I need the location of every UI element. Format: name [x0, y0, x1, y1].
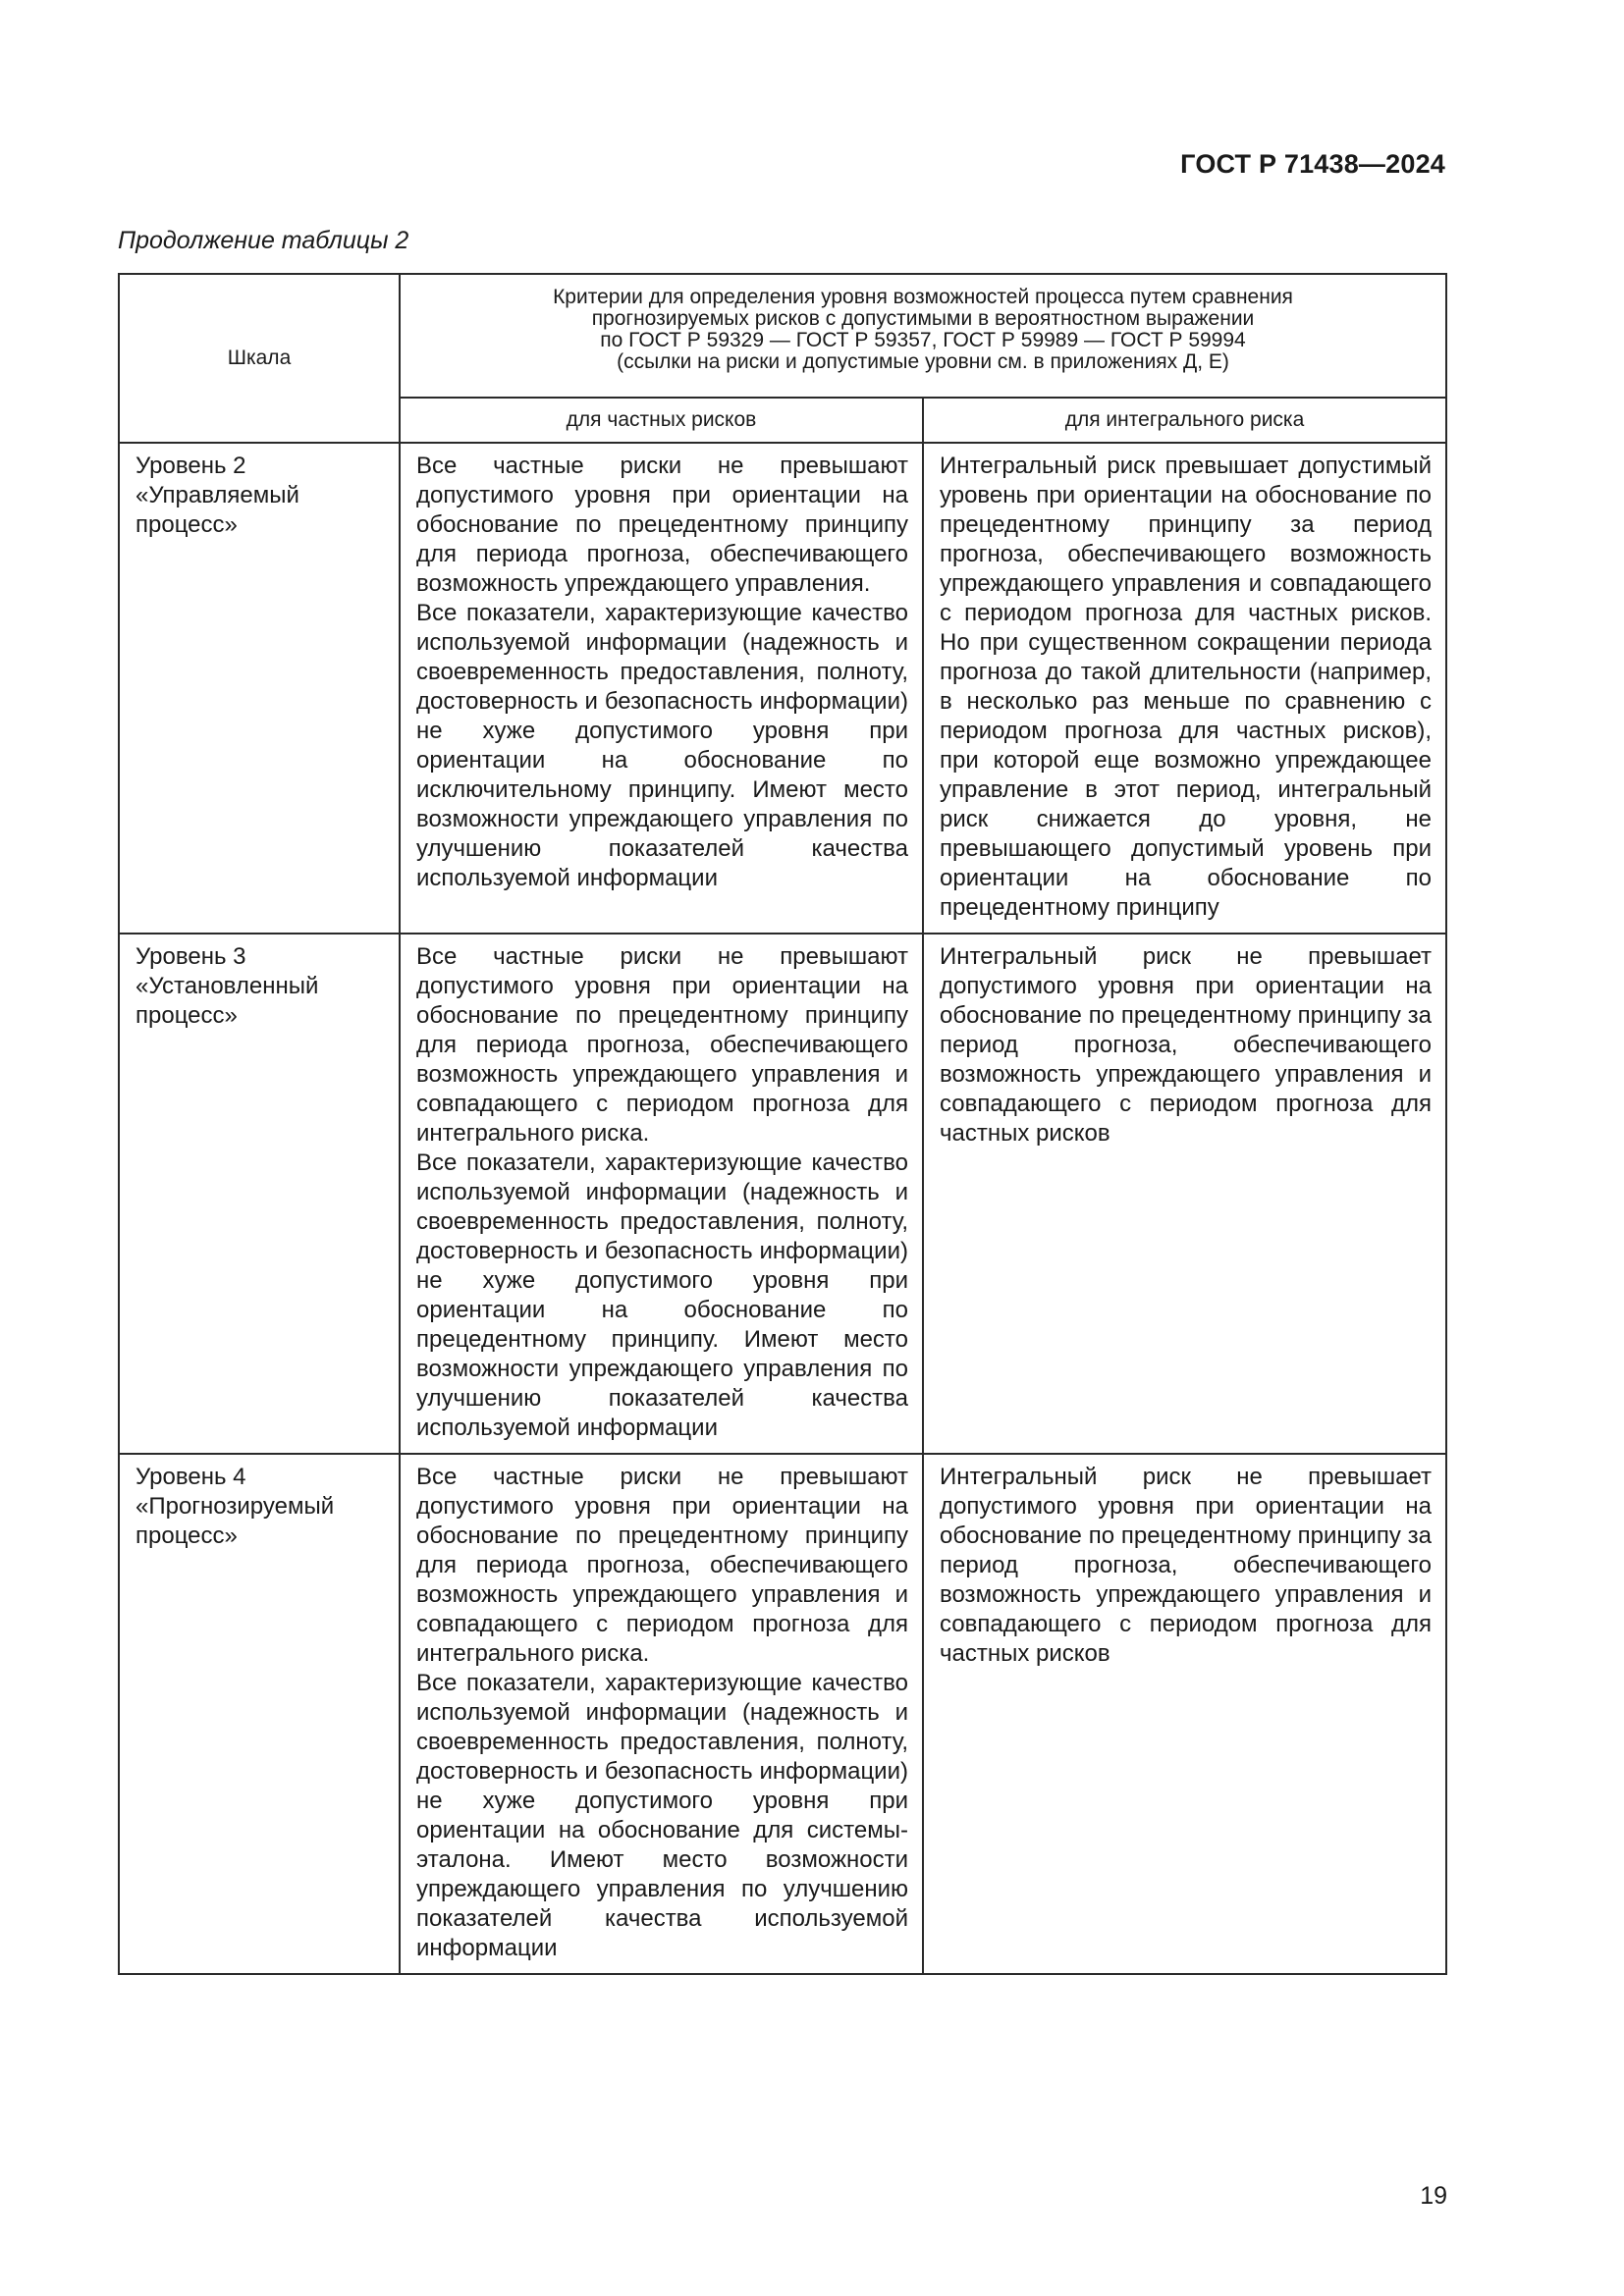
partial-risks-cell: [400, 1454, 923, 1974]
criteria-table: [118, 273, 1447, 1975]
integral-risk-header: для интегрального риска: [923, 398, 1446, 443]
partial-risks-paragraph: Все показатели, характеризующие качество используемой информации (надежность и своевременность предоставления, полноту, достоверность и безопасность информации) не хуже допустимого уровня при ориентации на обоснование по прецедентному принципу. Имеют место возможности упреждающего управления по улучшению показателей качества используемой информации: [416, 1149, 908, 1441]
partial-risks-paragraph: Все частные риски не превышают допустимого уровня при ориентации на обоснование по прецедентному принципу для периода прогноза, обеспечивающего возможность упреждающего управления и совпадающего с периодом прогноза для интегрального риска.: [416, 1464, 908, 1667]
table-row: [119, 1454, 1446, 1974]
level-name: Уровень 2: [135, 453, 246, 479]
table-header-row: [119, 274, 1446, 398]
criteria-header-line: по ГОСТ Р 59329 — ГОСТ Р 59357, ГОСТ Р 59989 — ГОСТ Р 59994: [600, 329, 1246, 351]
integral-risk-cell: [923, 1454, 1446, 1974]
table-row: [119, 443, 1446, 934]
level-title: «Прогнозируемый: [135, 1493, 335, 1520]
scale-header: Шкала: [119, 274, 400, 443]
integral-risk-paragraph: Интегральный риск превышает допустимый уровень при ориентации на обоснование по прецедентному принципу за период прогноза, обеспечивающего возможность упреждающего управления и совпадающего с периодом прогноза для частных рисков. Но при существенном сокращении периода прогноза до такой длительности (например, в несколько раз меньше по сравнению с периодом прогноза для частных рисков), при которой еще возможно упреждающее управление в этот период, интегральный риск снижается до уровня, не превышающего допустимый уровень при ориентации на обоснование по прецедентному принципу: [940, 453, 1432, 921]
partial-risks-paragraph: Все показатели, характеризующие качество используемой информации (надежность и своевременность предоставления, полноту, достоверность и безопасность информации) не хуже допустимого уровня при ориентации на обоснование для системы-эталона. Имеют место возможности упреждающего управления по улучшению показателей качества используемой информации: [416, 1670, 908, 1961]
criteria-header: [400, 274, 1446, 398]
partial-risks-paragraph: Все частные риски не превышают допустимого уровня при ориентации на обоснование по прецедентному принципу для периода прогноза, обеспечивающего возможность упреждающего управления и совпадающего с периодом прогноза для интегрального риска.: [416, 943, 908, 1147]
partial-risks-cell: [400, 934, 923, 1454]
document-number: ГОСТ Р 71438—2024: [1180, 149, 1445, 179]
table-row: [119, 934, 1446, 1454]
partial-risks-paragraph: Все показатели, характеризующие качество используемой информации (надежность и своевременность предоставления, полноту, достоверность и безопасность информации) не хуже допустимого уровня при ориентации на обоснование по исключительному принципу. Имеют место возможности упреждающего управления по улучшению показателей качества используемой информации: [416, 600, 908, 891]
partial-risks-header: для частных рисков: [400, 398, 923, 443]
integral-risk-cell: [923, 934, 1446, 1454]
criteria-header-line: прогнозируемых рисков с допустимыми в вероятностном выражении: [591, 307, 1255, 330]
level-title: «Установленный: [135, 973, 319, 999]
level-title: «Управляемый: [135, 482, 299, 508]
level-title: процесс»: [135, 511, 238, 538]
criteria-header-line: (ссылки на риски и допустимые уровни см. в приложениях Д, Е): [617, 350, 1229, 373]
level-name: Уровень 3: [135, 943, 246, 970]
integral-risk-paragraph: Интегральный риск не превышает допустимого уровня при ориентации на обоснование по прецедентному принципу за период прогноза, обеспечивающего возможность упреждающего управления и совпадающего с периодом прогноза для частных рисков: [940, 943, 1432, 1147]
partial-risks-paragraph: Все частные риски не превышают допустимого уровня при ориентации на обоснование по прецедентному принципу для периода прогноза, обеспечивающего возможность упреждающего управления.: [416, 453, 908, 597]
level-name: Уровень 4: [135, 1464, 246, 1490]
page-number: 19: [1420, 2182, 1447, 2210]
criteria-header-line: Критерии для определения уровня возможностей процесса путем сравнения: [553, 286, 1293, 308]
level-title: процесс»: [135, 1522, 238, 1549]
partial-risks-cell: [400, 443, 923, 934]
table-caption: Продолжение таблицы 2: [118, 227, 409, 254]
level-cell: [119, 1454, 400, 1974]
integral-risk-paragraph: Интегральный риск не превышает допустимого уровня при ориентации на обоснование по прецедентному принципу за период прогноза, обеспечивающего возможность упреждающего управления и совпадающего с периодом прогноза для частных рисков: [940, 1464, 1432, 1667]
integral-risk-cell: [923, 443, 1446, 934]
level-cell: [119, 934, 400, 1454]
level-title: процесс»: [135, 1002, 238, 1029]
level-cell: [119, 443, 400, 934]
